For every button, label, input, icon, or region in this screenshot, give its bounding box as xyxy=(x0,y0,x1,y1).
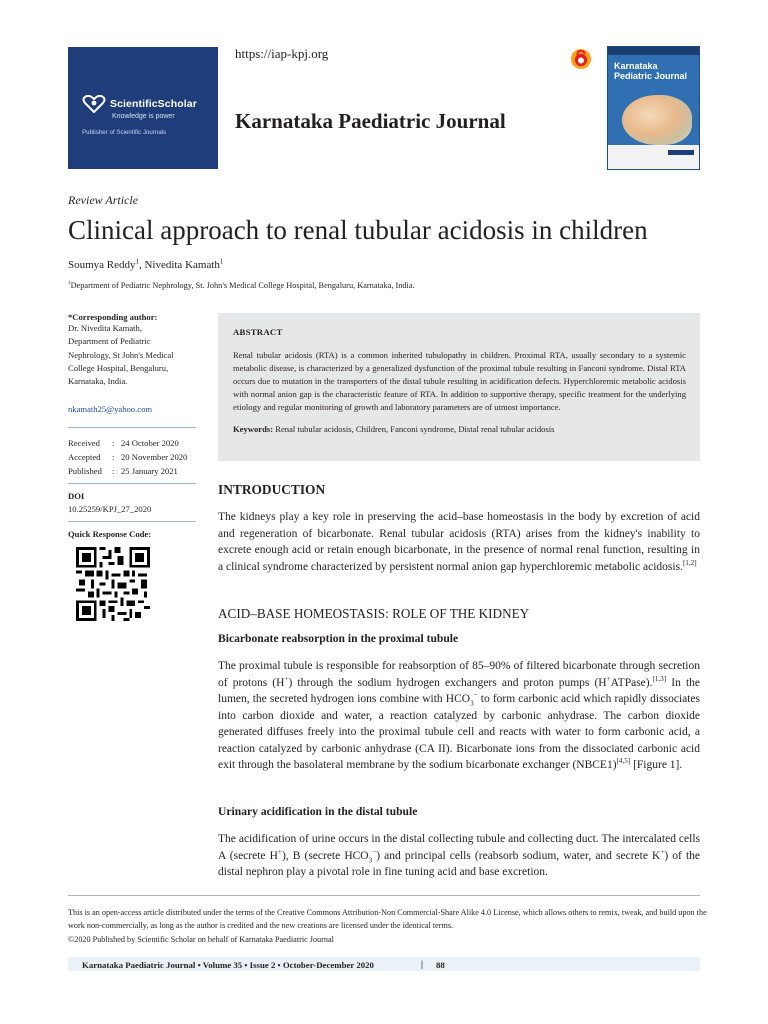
author-affiliation-mark: 1 xyxy=(135,258,139,266)
copyright-text: ©2020 Published by Scientific Scholar on behalf of Karnataka Paediatric Journal xyxy=(68,934,334,944)
qr-code-label: Quick Response Code: xyxy=(68,529,152,539)
footer-separator: | xyxy=(421,959,423,969)
journal-title: Karnataka Paediatric Journal xyxy=(235,109,506,133)
publisher-logo-block xyxy=(68,47,218,169)
footer-divider xyxy=(68,895,700,896)
author-name: Nivedita Kamath xyxy=(144,259,220,271)
subsection-heading-distal: Urinary acidification in the distal tubule xyxy=(218,805,418,818)
distal-tubule-paragraph: The acidification of urine occurs in the distal collecting tubule and collecting duct. The intercalated cells A (secrete H+), B (secrete $HCO_3^-$) and principal cells (reabsorb sodium, water, and secrete K+) of the distal nephron play a pivotal role in fine tuning acid and base excretion. xyxy=(218,833,700,878)
affiliation-mark: 1 xyxy=(68,280,71,287)
corresponding-author-label: *Corresponding author: xyxy=(68,312,158,322)
doi-link[interactable]: 10.25259/KPJ_27_2020 xyxy=(68,504,152,514)
open-access-icon[interactable] xyxy=(570,48,592,70)
doi-label: DOI xyxy=(68,491,85,501)
sidebar-divider xyxy=(68,483,196,484)
section-heading-acid-base: ACID–BASE HOMEOSTASIS: ROLE OF THE KIDNEY xyxy=(218,606,530,621)
license-text: This is an open-access article distributed under the terms of the Creative Commons Attribution-Non Commercial-Share Alike 4.0 License, which allows others to remix, tweak, and build upon the work non-commercially, as long as the author is credited and the new creations are licensed under the identical terms. xyxy=(68,908,707,931)
sidebar-divider xyxy=(68,521,196,522)
abstract-box xyxy=(218,313,700,461)
cover-bottom-panel xyxy=(608,145,699,169)
citation-ref[interactable]: [1,3] xyxy=(652,674,667,683)
scientificscholar-logo-icon xyxy=(82,95,106,113)
keywords-list: Renal tubular acidosis, Children, Fanconi syndrome, Distal renal tubular acidosis xyxy=(273,424,555,434)
qr-code-icon[interactable] xyxy=(76,547,150,621)
section-heading-introduction: INTRODUCTION xyxy=(218,482,326,497)
cover-top-strip xyxy=(608,47,699,55)
date-published: Published : 25 January 2021 xyxy=(68,466,178,476)
license-note xyxy=(68,906,708,946)
article-type: Review Article xyxy=(68,193,139,207)
scientificscholar-logo xyxy=(82,95,197,113)
proximal-tubule-paragraph: The proximal tubule is responsible for reabsorption of 85–90% of filtered bicarbonate through secretion of protons (H+) through the sodium hydrogen exchangers and proton pumps (H+ATPase).[1,3] In the lumen, the secreted hydrogen ions combine with $HCO_3^-$ to form carbonic acid which rapidly dissociates into carbon dioxide and water, a reaction catalyzed by carbonic anhydrase. The carbon dioxide generated diffuses freely into the proximal tubule cell and reacts with water to form carbonic acid, a reaction catalyzed by carbonic anhydrase (CA II). Bicarbonate ions from the dissociated carbonic acid exit through the basolateral membrane by the sodium bicarbonate exchanger (NBCE1)[4,5] [Figure 1]. xyxy=(218,660,701,771)
author-email-link[interactable]: nkamath25@yahoo.com xyxy=(68,404,153,414)
date-accepted: Accepted : 20 November 2020 xyxy=(68,452,188,462)
article-dates xyxy=(68,436,187,478)
author-list xyxy=(68,259,223,271)
author-separator: , xyxy=(138,259,145,271)
author-name: Soumya Reddy xyxy=(68,259,136,271)
abstract-heading: ABSTRACT xyxy=(233,327,283,337)
keywords xyxy=(233,423,686,436)
keywords-label: Keywords: xyxy=(233,424,274,434)
journal-issue-line: Karnataka Paediatric Journal • Volume 35 • Issue 2 • October-December 2020 xyxy=(82,960,374,970)
author-affiliation-mark: 1 xyxy=(219,258,224,266)
publisher-line: Publisher of Scientific Journals xyxy=(82,129,167,136)
date-received: Received : 24 October 2020 xyxy=(68,438,179,448)
cover-photo xyxy=(622,95,692,145)
publisher-tagline: Knowledge is power xyxy=(112,113,175,120)
introduction-paragraph: The kidneys play a key role in preserving the acid–base homeostasis in the body by excretion of acid and regeneration of bicarbonate. Renal tubular acidosis (RTA) arises from the kidney's inability to excrete enough acid or retain enough bicarbonate, in the presence of normal renal function, resulting in a clinical syndrome characterized by persistent normal anion gap hyperchloremic metabolic acidosis.[1,2] xyxy=(218,511,700,573)
corresponding-author-address: Dr. Nivedita Kamath, Department of Pediatric Nephrology, St John's Medical College Hospital, Bengaluru, Karnataka, India. xyxy=(68,323,174,387)
affiliation-text: Department of Pediatric Nephrology, St. John's Medical College Hospital, Bengaluru, Karnataka, India. xyxy=(70,281,415,290)
citation-ref[interactable]: [4,5] xyxy=(616,757,631,766)
article-title: Clinical approach to renal tubular acidosis in children xyxy=(68,215,648,245)
subsection-heading-proximal: Bicarbonate reabsorption in the proximal tubule xyxy=(218,632,459,645)
affiliation xyxy=(68,281,415,290)
citation-ref[interactable]: [1,2] xyxy=(682,558,697,567)
sidebar-divider xyxy=(68,427,196,428)
abstract-text: Renal tubular acidosis (RTA) is a common inherited tubulopathy in children. Proximal RTA, usually secondary to a systemic metabolic disease, is characterized by a generalized dysfunction of the proximal tubule resulting in Fanconi syndrome. Distal RTA occurs due to mutation in the transporters of the distal tubule resulting in acidification defects. Hyperchloremic metabolic acidosis with normal anion gap is the characteristic feature of RTA. In addition to supportive therapy, specific treatment for the underlying etiology and regular monitoring of growth and laboratory parameters are of utmost importance. xyxy=(233,350,686,412)
journal-site-link[interactable]: https://iap-kpj.org xyxy=(235,46,329,61)
journal-cover-thumbnail[interactable] xyxy=(607,46,700,170)
cover-title: Karnataka Pediatric Journal xyxy=(614,61,688,81)
figure-ref[interactable]: [Figure 1]. xyxy=(630,759,683,771)
corresponding-author-block xyxy=(68,312,196,388)
publisher-name: ScientificScholar xyxy=(110,98,197,110)
page-number: 88 xyxy=(436,960,445,970)
cover-publisher-logo xyxy=(668,150,694,155)
